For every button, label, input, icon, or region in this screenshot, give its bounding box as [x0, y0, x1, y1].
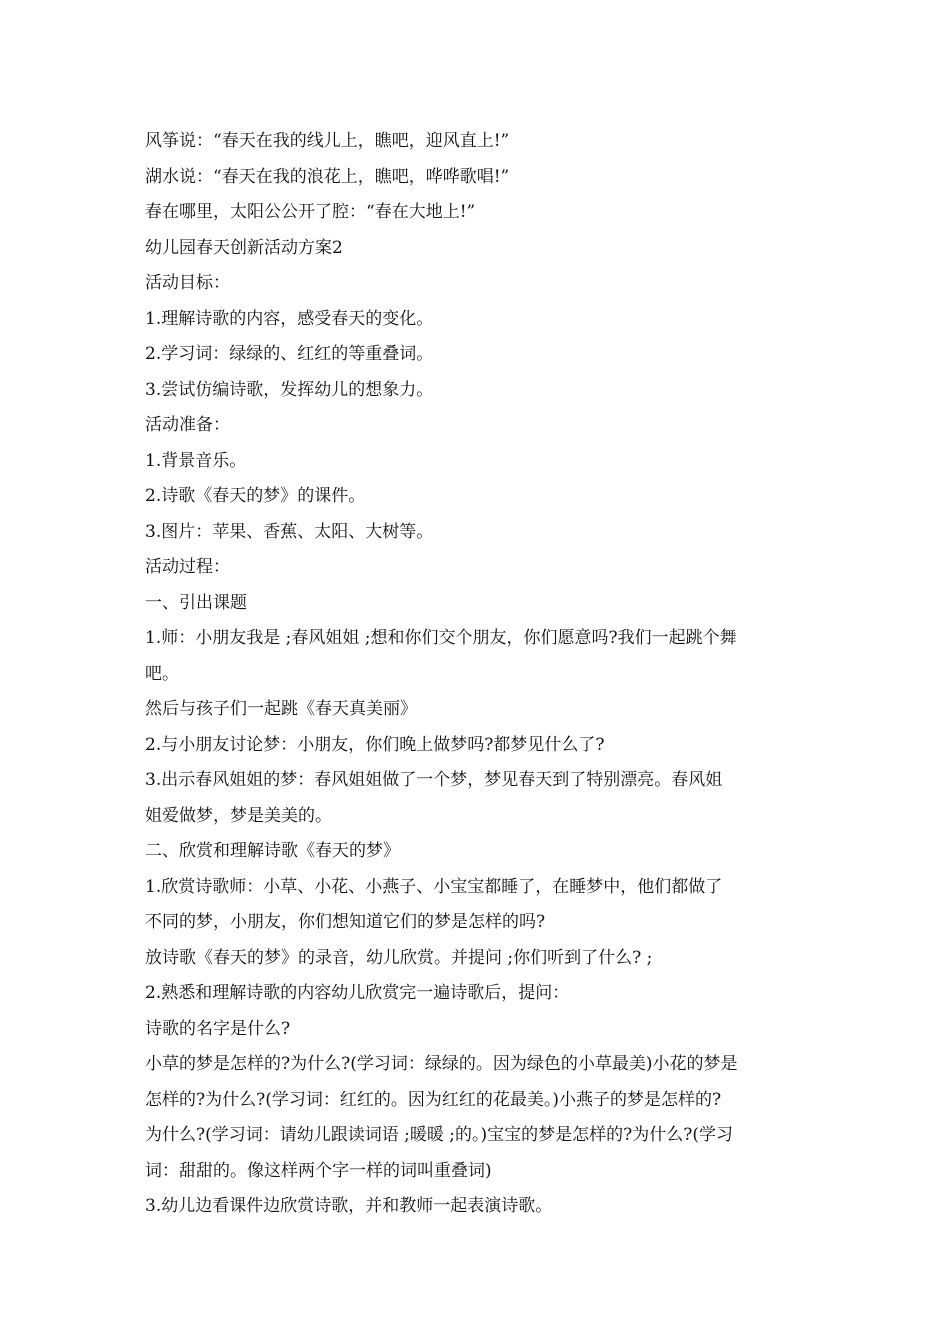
section-heading: 活动目标： [145, 273, 230, 293]
list-item: 3.图片：苹果、香蕉、太阳、大树等。 [145, 521, 434, 542]
list-item: 2.学习词：绿绿的、红红的等重叠词。 [145, 344, 434, 364]
section-heading: 活动准备： [145, 415, 230, 435]
list-item: 1.背景音乐。 [145, 450, 247, 471]
text-line: 然后与孩子们一起跳《春天真美丽》 [145, 699, 417, 719]
text-line: 不同的梦，小朋友，你们想知道它们的梦是怎样的吗? [145, 912, 546, 932]
text-line: 春在哪里，太阳公公开了腔：“春在大地上!” [145, 202, 476, 222]
text-line: 为什么?(学习词：请幼儿跟读词语 ;暖暖 ;的。)宝宝的梦是怎样的?为什么?(学习 [145, 1125, 734, 1145]
text-line: 3.出示春风姐姐的梦：春风姐姐做了一个梦，梦见春天到了特别漂亮。春风姐 [145, 770, 723, 790]
list-item: 1.理解诗歌的内容，感受春天的变化。 [145, 308, 434, 329]
text-line: 3.幼儿边看课件边欣赏诗歌，并和教师一起表演诗歌。 [145, 1196, 553, 1216]
list-item: 2.诗歌《春天的梦》的课件。 [145, 486, 366, 506]
text-line: 湖水说：“春天在我的浪花上，瞧吧，哗哗歌唱!” [145, 166, 510, 187]
text-line: 姐爱做梦，梦是美美的。 [145, 805, 332, 826]
text-line: 1.欣赏诗歌师：小草、小花、小燕子、小宝宝都睡了，在睡梦中，他们都做了 [145, 876, 723, 897]
text-line: 1.师：小朋友我是 ;春风姐姐 ;想和你们交个朋友，你们愿意吗?我们一起跳个舞 [145, 628, 737, 648]
text-line: 2.与小朋友讨论梦：小朋友，你们晚上做梦吗?都梦见什么了? [145, 734, 605, 755]
text-line: 2.熟悉和理解诗歌的内容幼儿欣赏完一遍诗歌后，提问： [145, 983, 570, 1003]
text-line: 小草的梦是怎样的?为什么?(学习词：绿绿的。因为绿色的小草最美)小花的梦是 [145, 1054, 738, 1074]
text-line: 风筝说：“春天在我的线儿上，瞧吧，迎风直上!” [145, 131, 510, 151]
subsection-heading: 一、引出课题 [145, 592, 247, 613]
list-item: 3.尝试仿编诗歌，发挥幼儿的想象力。 [145, 379, 434, 400]
section-title: 幼儿园春天创新活动方案2 [145, 237, 343, 258]
text-line: 诗歌的名字是什么? [145, 1018, 291, 1039]
section-heading: 活动过程： [145, 557, 230, 577]
text-line: 吧。 [145, 663, 179, 684]
text-line: 词：甜甜的。像这样两个字一样的词叫重叠词) [145, 1160, 492, 1181]
document-body [145, 124, 810, 1225]
text-line: 放诗歌《春天的梦》的录音，幼儿欣赏。并提问 ;你们听到了什么? ; [145, 947, 653, 968]
text-line: 怎样的?为什么?(学习词：红红的。因为红红的花最美。)小燕子的梦是怎样的? [145, 1089, 722, 1110]
subsection-heading: 二、欣赏和理解诗歌《春天的梦》 [145, 841, 400, 861]
